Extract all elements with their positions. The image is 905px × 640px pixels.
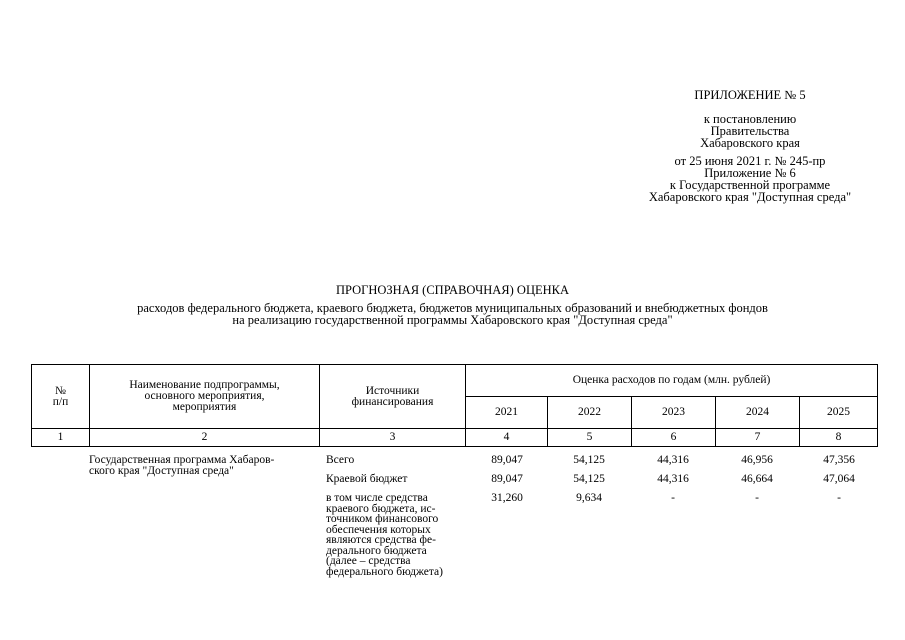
source-cell: Всего — [326, 454, 355, 466]
value-cell: - — [837, 492, 841, 504]
appendix-title: ПРИЛОЖЕНИЕ № 5 — [694, 88, 806, 102]
value-cell: 47,064 — [823, 473, 855, 485]
program-name: Государственная программа Хабаров- ского края "Доступная среда" — [89, 454, 275, 477]
value-cell: 54,125 — [573, 473, 605, 485]
value-cell: 46,956 — [741, 454, 773, 466]
appendix-line: Хабаровского края "Доступная среда" — [648, 190, 852, 204]
column-number: 3 — [320, 429, 466, 447]
header-year: 2025 — [800, 397, 878, 429]
column-number: 8 — [800, 429, 878, 447]
column-number: 4 — [466, 429, 548, 447]
column-number: 7 — [716, 429, 800, 447]
document-subtitle — [0, 302, 905, 326]
header-estimate: Оценка расходов по годам (млн. рублей) — [466, 365, 878, 397]
value-cell: - — [755, 492, 759, 504]
appendix-line: к Государственной программе — [669, 178, 831, 192]
appendix-line: к постановлению — [703, 112, 797, 126]
column-number: 1 — [32, 429, 90, 447]
column-number: 6 — [632, 429, 716, 447]
header-year: 2024 — [716, 397, 800, 429]
header-year: 2022 — [548, 397, 632, 429]
header-year: 2023 — [632, 397, 716, 429]
value-cell: 9,634 — [576, 492, 602, 504]
subtitle-line: на реализацию государственной программы Хабаровского края "Доступная среда" — [232, 313, 673, 327]
appendix-block — [600, 89, 900, 203]
column-number: 2 — [90, 429, 320, 447]
appendix-line: Правительства — [710, 124, 790, 138]
appendix-line: от 25 июня 2021 г. № 245-пр — [674, 154, 826, 168]
value-cell: 44,316 — [657, 473, 689, 485]
value-cell: 54,125 — [573, 454, 605, 466]
header-name: Наименование подпрограммы, основного мероприятия, мероприятия — [90, 365, 320, 429]
value-cell: 47,356 — [823, 454, 855, 466]
value-cell: - — [671, 492, 675, 504]
column-number: 5 — [548, 429, 632, 447]
header-source: Источники финансирования — [320, 365, 466, 429]
document-title: ПРОГНОЗНАЯ (СПРАВОЧНАЯ) ОЦЕНКА — [335, 283, 570, 297]
value-cell: 89,047 — [491, 473, 523, 485]
header-number: № п/п — [32, 365, 90, 429]
value-cell: 46,664 — [741, 473, 773, 485]
value-cell: 89,047 — [491, 454, 523, 466]
estimate-table-header — [31, 364, 878, 447]
subtitle-line: расходов федерального бюджета, краевого бюджета, бюджетов муниципальных образований и внебюджетных фондов — [137, 301, 768, 315]
source-cell: Краевой бюджет — [326, 473, 408, 485]
value-cell: 44,316 — [657, 454, 689, 466]
header-year: 2021 — [466, 397, 548, 429]
appendix-line: Хабаровского края — [700, 136, 800, 150]
value-cell: 31,260 — [491, 492, 523, 504]
appendix-line: Приложение № 6 — [704, 166, 796, 180]
source-cell: в том числе средства краевого бюджета, ис- точником финансового обеспечения которых являются средства фе- дерального бюджета (далее – средства федерального бюджета) — [326, 492, 443, 578]
